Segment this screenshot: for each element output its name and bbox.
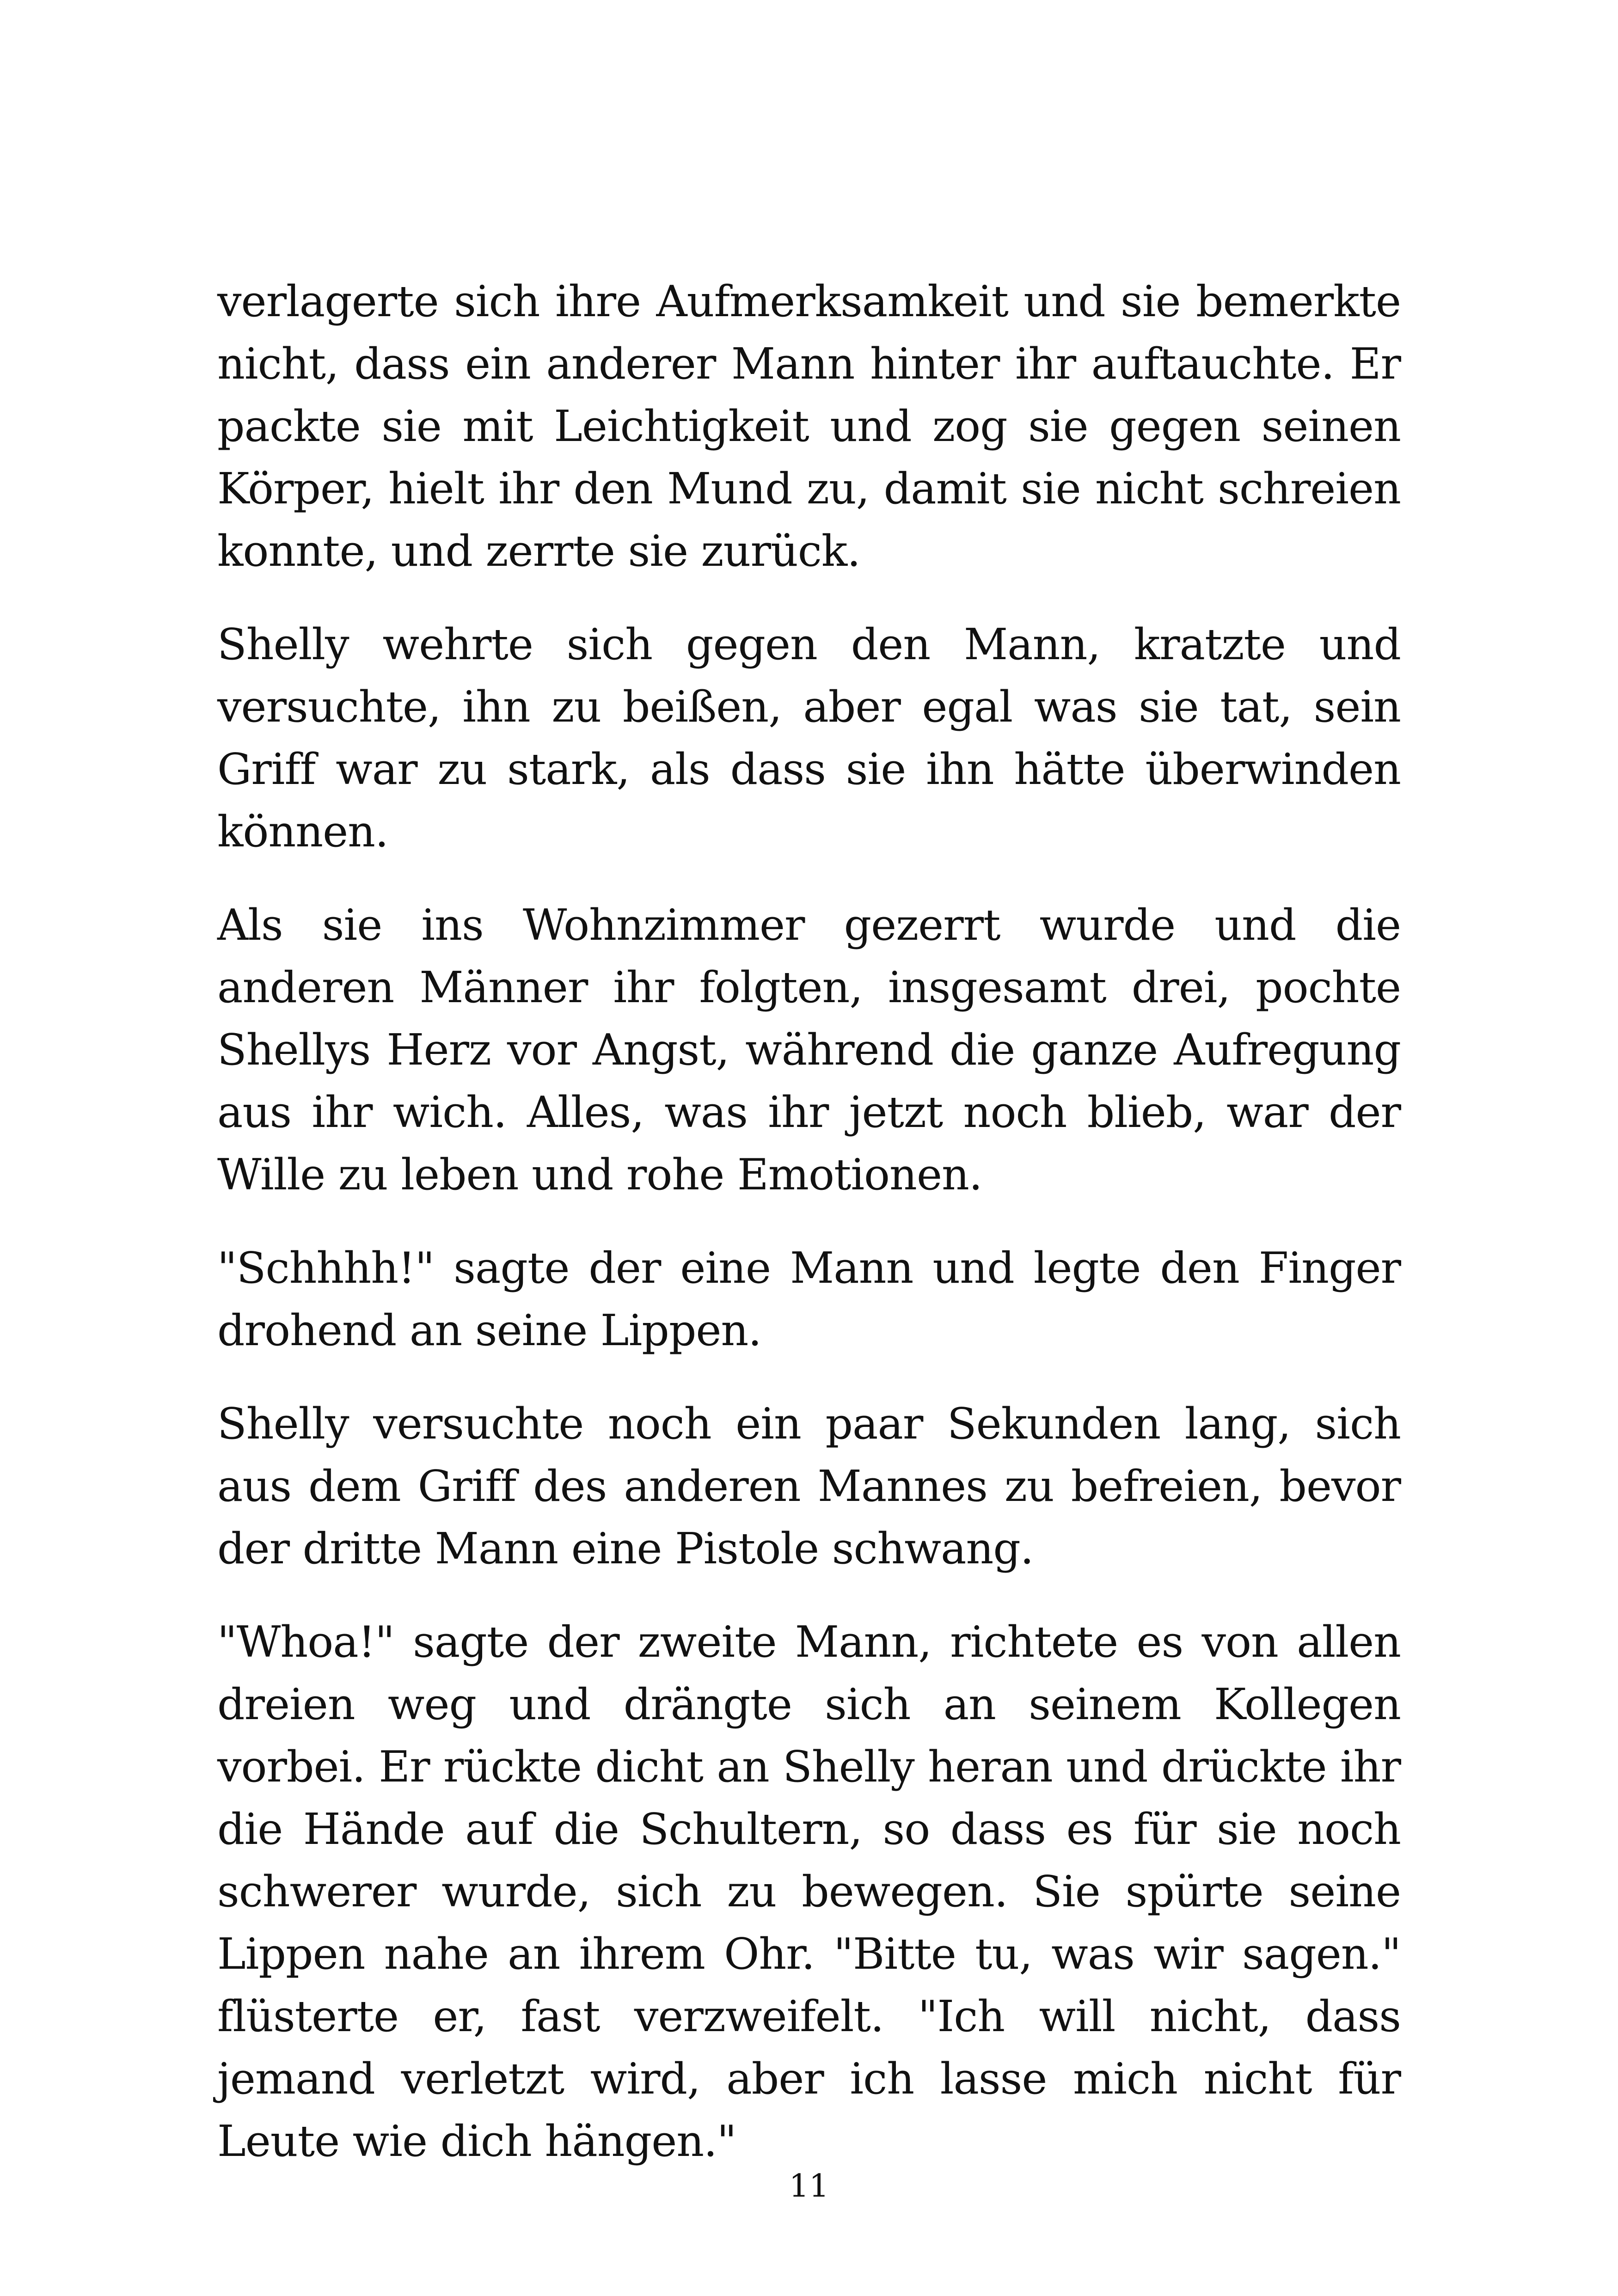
body-text bbox=[217, 270, 1401, 2173]
paragraph: Als sie ins Wohnzimmer gezerrt wurde und die anderen Männer ihr folgten, insgesamt drei, pochte Shellys Herz vor Angst, während die ganze Aufregung aus ihr wich. Alles, was ihr jetzt noch blieb, war der Wille zu leben und rohe Emotionen. bbox=[217, 900, 1401, 1200]
paragraph: Shelly wehrte sich gegen den Mann, kratzte und versuchte, ihn zu beißen, aber egal was sie tat, sein Griff war zu stark, als dass sie ihn hätte überwinden können. bbox=[217, 619, 1401, 857]
paragraph: verlagerte sich ihre Aufmerksamkeit und sie bemerkte nicht, dass ein anderer Mann hinter ihr auftauchte. Er packte sie mit Leichtigkeit und zog sie gegen seinen Körper, hielt ihr den Mund zu, damit sie nicht schreien konnte, und zerrte sie zurück. bbox=[217, 276, 1401, 576]
paragraph: Shelly versuchte noch ein paar Sekunden lang, sich aus dem Griff des anderen Mannes zu befreien, bevor der dritte Mann eine Pistole schwang. bbox=[217, 1399, 1401, 1574]
page-number: 11 bbox=[789, 2168, 829, 2204]
paragraph: "Schhhh!" sagte der eine Mann und legte den Finger drohend an seine Lippen. bbox=[217, 1243, 1401, 1355]
paragraph: "Whoa!" sagte der zweite Mann, richtete es von allen dreien weg und drängte sich an seinem Kollegen vorbei. Er rückte dicht an Shelly heran und drückte ihr die Hände auf die Schultern, so dass es für sie noch schwerer wurde, sich zu bewegen. Sie spürte seine Lippen nahe an ihrem Ohr. "Bitte tu, was wir sagen." flüsterte er, fast verzweifelt. "Ich will nicht, dass jemand verletzt wird, aber ich lasse mich nicht für Leute wie dich hängen." bbox=[217, 1617, 1401, 2166]
